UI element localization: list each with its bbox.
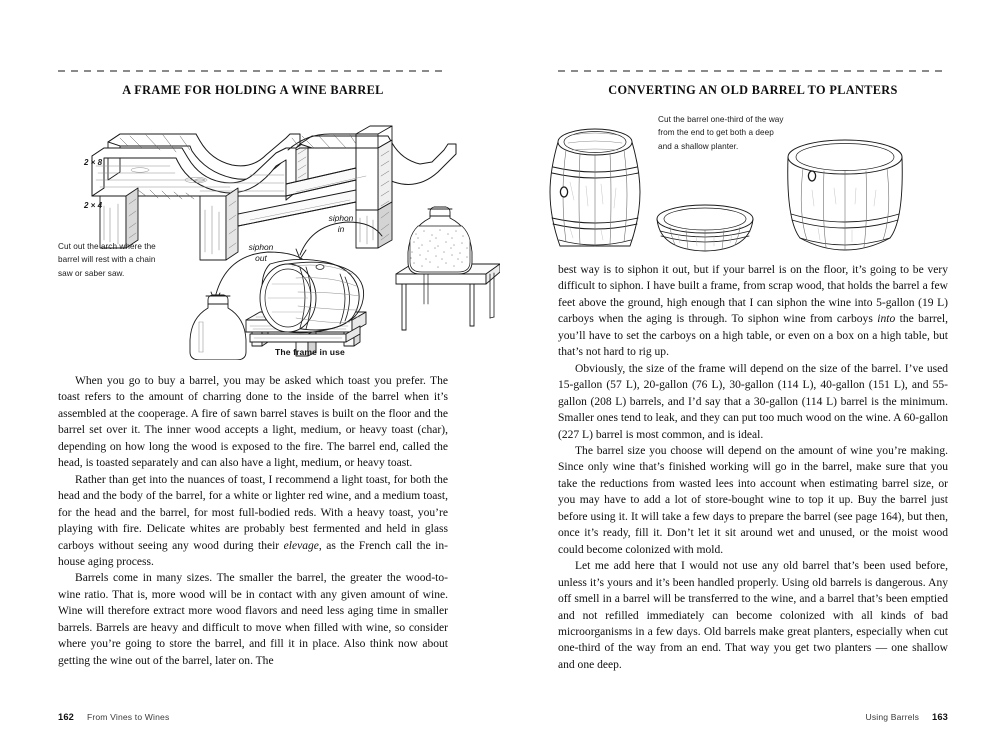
paragraph-part-a: best way is to siphon it out, but if your barrel is on the floor, it’s going to be very difficult to siphon. I have built a frame, from scrap wood, that holds the barrel a few feet above the ground, high enough that I can siphon the wine into 5-gallon (19 L) carboys when the aging is through. To siphon wine from carboys: [558, 264, 948, 326]
feature-box-right: [558, 70, 948, 98]
footer-left: [58, 712, 169, 722]
paragraph: Barrels come in many sizes. The smaller the barrel, the greater the wood-to-wine ratio. That is, more wood will be in contact with any given amount of wine. Wine will therefore extract more wood flavors and need less aging time in smaller barrels. Barrels are heavy and difficult to move when filled with wine, so consider where you’re going to store the barrel, and fill it in place. Also think now about getting the wine out of the barrel, later on. The: [58, 572, 448, 667]
page-right: [500, 0, 1000, 750]
label-2x4: 2 × 4: [84, 201, 103, 210]
paragraph-part-b: , as the French call the in-house aging process.: [58, 539, 448, 568]
dashed-rule-left: [58, 70, 448, 72]
label-siphon-out-line-2: out: [255, 253, 267, 264]
feature-title-left: A FRAME FOR HOLDING A WINE BARREL: [122, 83, 384, 97]
folio-number-left: 162: [58, 712, 74, 722]
dashed-rule-right: [558, 70, 948, 72]
frame-in-use-svg: [0, 200, 500, 360]
folio-number-right: 163: [932, 712, 948, 722]
planter-cut-note-line-3: and a shallow planter.: [658, 141, 739, 151]
planters-svg: [500, 110, 948, 260]
body-text-left: [58, 373, 448, 669]
feature-title-right: CONVERTING AN OLD BARREL TO PLANTERS: [608, 83, 898, 97]
running-head-right: Using Barrels: [865, 712, 920, 722]
paragraph: Let me add here that I would not use any old barrel that’s been used before, unless it’s yours and it’s been handled properly. Using old barrels is dangerous. Any off smell in a barrel will be transferred to the wine, and a barrel that’s been emptied and not refilled immediately can become colonized with all kinds of bad microorganisms in a few days. Old barrels make great planters, especially when cut one-third of the way from an end. That way you get two planters — one shallow and one deep.: [558, 560, 948, 671]
figure-caption-frame-in-use: The frame in use: [275, 347, 345, 357]
arch-cut-note-line-2: barrel will rest with a chain: [58, 255, 156, 265]
paragraph-part-b: the barrel, you’ll have to set the carboys on a high table, or even on a box on a high table, but that’s not hard to rig up.: [558, 313, 948, 359]
paragraph: Obviously, the size of the frame will depend on the size of the barrel. I’ve used 15-gallon (57 L), 20-gallon (76 L), 30-gallon (114 L), 40-gallon (151 L), and 55-gallon (208 L) barrels, and I’d say that a 30-gallon (114 L) barrel is the minimum. Smaller ones tend to leak, and they can put too much wood on the wine. A 60-gallon (227 L) barrel is most common, and is ideal.: [558, 362, 948, 441]
body-text-right: [558, 262, 948, 673]
illustration-barrel-planters: [500, 110, 1000, 260]
arch-cut-note-line-1: Cut out the arch where the: [58, 242, 156, 251]
label-siphon-in: [318, 213, 364, 235]
paragraph-part-a: Rather than get into the nuances of toast, I recommend a light toast, for both the head and the body of the barrel, for a white or lighter red wine, and a medium toast, for the head and the barrel, for most full-bodied reds. With a heavy toast, you’re playing with fire. Delicate whites are probably best fermented and held in glass carboys without seeing any wood during their: [58, 473, 448, 552]
feature-box-left: [58, 70, 448, 98]
paragraph: The barrel size you choose will depend on the amount of wine you’re making. Since only wine that’s finished working will go in the barrel, make sure that you take the reductions from wasted lees into account when estimating barrel size, or you may have to add a lot of store-bought wine to top it up. Buy the barrel just before using it. It will take a few days to prepare the barrel (see page 164), but then, once it’s ready, fill it. Don’t let it sit around wet and unused, or the moist wood could become colonized with mold.: [558, 444, 948, 556]
footer-right: [866, 712, 949, 722]
running-head-left: From Vines to Wines: [86, 712, 170, 722]
foreign-term-elevage: elevage: [283, 539, 319, 552]
planter-cut-note-line-1: Cut the barrel one-third of the way: [658, 115, 784, 124]
label-siphon-out-line-1: siphon: [248, 242, 274, 252]
paragraph: [58, 472, 448, 571]
arch-cut-note-line-3: saw or saber saw.: [58, 268, 125, 278]
paragraph: When you go to buy a barrel, you may be asked which toast you prefer. The toast refers to the amount of charring done to the inside of the barrel when it’s assembled at the cooperage. A fire of sawn barrel staves is built on the floor and the barrel set over it. The inner wood accepts a light, medium, or heavy toast (char), depending on how long the wood is exposed to the fire. The barrel end, called the head, is toasted separately and can also have a light, medium, or heavy toast.: [58, 375, 448, 470]
planter-cut-note-line-2: from the end to get both a deep: [658, 128, 774, 138]
label-siphon-out: [238, 242, 284, 264]
paragraph: [558, 262, 948, 361]
illustration-frame-in-use: [0, 200, 500, 350]
label-siphon-in-line-1: siphon: [328, 213, 354, 223]
label-siphon-in-line-2: in: [337, 224, 345, 235]
emphasis-into: into: [877, 313, 896, 326]
label-2x8: 2 × 8: [84, 158, 103, 167]
